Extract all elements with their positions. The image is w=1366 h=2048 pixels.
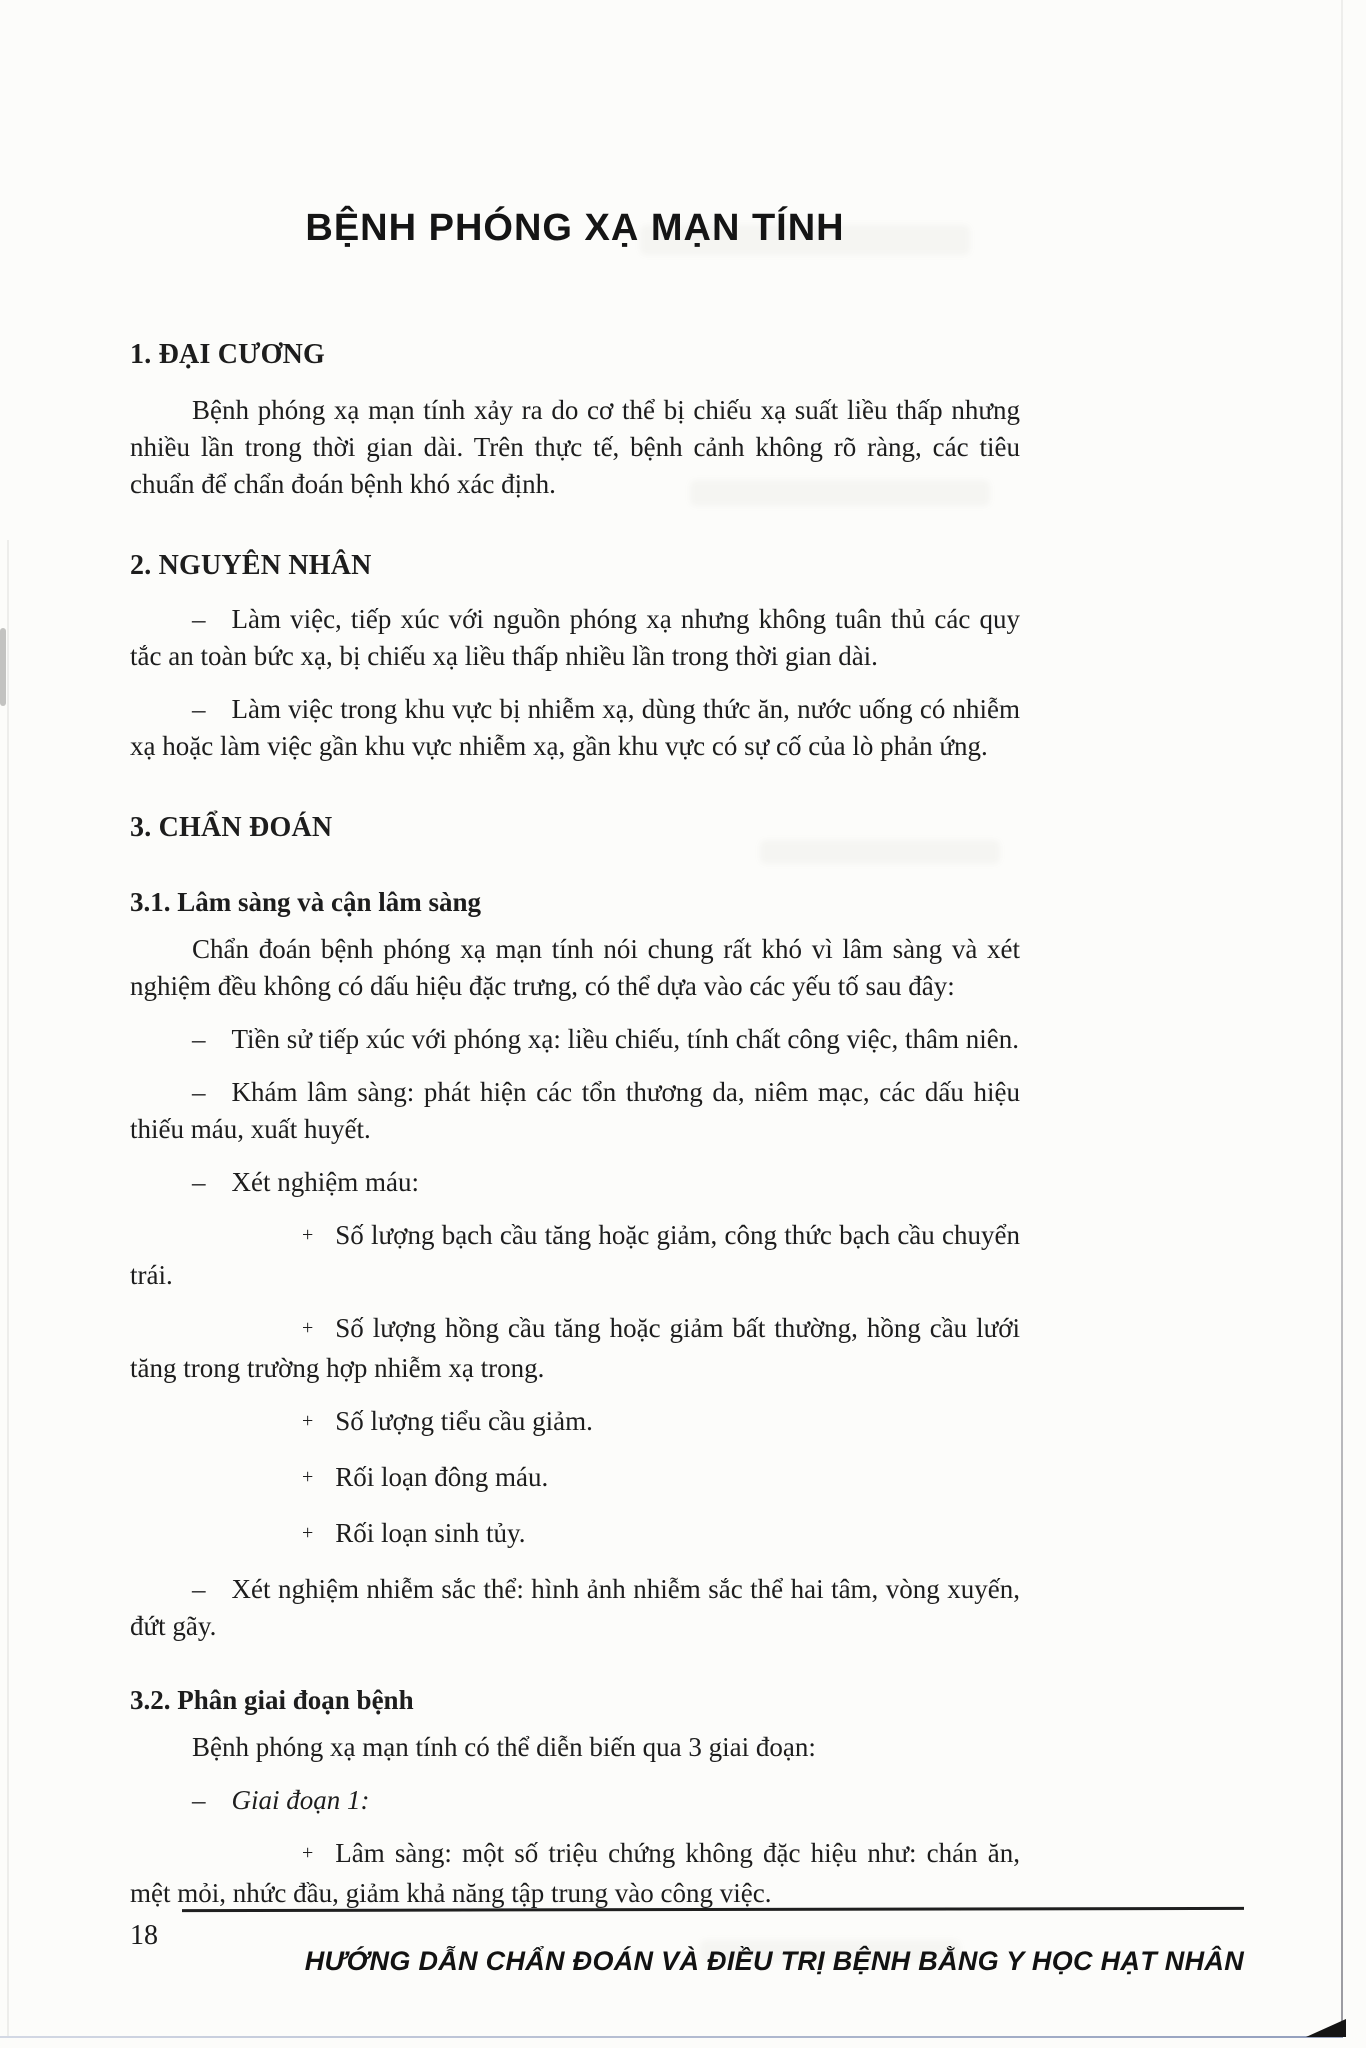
bullet-text: Số lượng tiểu cầu giảm. bbox=[335, 1406, 593, 1436]
bullet-text: Lâm sàng: một số triệu chứng không đặc hiệu như: chán ăn, mệt mỏi, nhức đầu, giảm khả năng tập trung vào công việc. bbox=[130, 1838, 1020, 1908]
bullet-text: Số lượng hồng cầu tăng hoặc giảm bất thường, hồng cầu lưới tăng trong trường hợp nhiễm xạ trong. bbox=[130, 1313, 1020, 1383]
paragraph: Bệnh phóng xạ mạn tính xảy ra do cơ thể bị chiếu xạ suất liều thấp nhưng nhiều lần trong thời gian dài. Trên thực tế, bệnh cảnh không rõ ràng, các tiêu chuẩn để chẩn đoán bệnh khó xác định. bbox=[130, 395, 1020, 499]
bullet-text: Tiền sử tiếp xúc với phóng xạ: liều chiếu, tính chất công việc, thâm niên. bbox=[231, 1024, 1020, 1054]
list-item-dash bbox=[130, 691, 1020, 765]
bullet-text: Rối loạn sinh tủy. bbox=[335, 1518, 526, 1548]
list-item-dash bbox=[130, 601, 1020, 675]
list-item-plus bbox=[130, 1217, 1020, 1294]
page-edge-bottom-line bbox=[0, 2036, 1343, 2038]
footer-book-title: HƯỚNG DẪN CHẨN ĐOÁN VÀ ĐIỀU TRỊ BỆNH BẰNG Y HỌC HẠT NHÂN bbox=[304, 1946, 1244, 1976]
page-number: 18 bbox=[130, 1920, 158, 1951]
page-edge-left-line bbox=[7, 540, 9, 2038]
bullet-text: Rối loạn đông máu. bbox=[335, 1462, 549, 1492]
list-item-plus bbox=[130, 1835, 1020, 1912]
plus-bullet-marker: + bbox=[302, 1224, 314, 1246]
paragraph: Bệnh phóng xạ mạn tính có thể diễn biến qua 3 giai đoạn: bbox=[192, 1732, 816, 1762]
plus-bullet-marker: + bbox=[302, 1466, 314, 1488]
plus-bullet-marker: + bbox=[302, 1317, 314, 1339]
list-item-plus bbox=[130, 1459, 1020, 1499]
bullet-text: Khám lâm sàng: phát hiện các tổn thương da, niêm mạc, các dấu hiệu thiếu máu, xuất huyết. bbox=[130, 1077, 1020, 1144]
bullet-text: Làm việc, tiếp xúc với nguồn phóng xạ nhưng không tuân thủ các quy tắc an toàn bức xạ, bị chiếu xạ liều thấp nhiều lần trong thời gian dài. bbox=[130, 604, 1020, 671]
dash-bullet-marker: – bbox=[192, 1024, 206, 1054]
section-heading-2: 2. NGUYÊN NHÂN bbox=[130, 550, 372, 581]
list-item-plus bbox=[130, 1515, 1020, 1555]
bullet-text: Số lượng bạch cầu tăng hoặc giảm, công thức bạch cầu chuyển trái. bbox=[130, 1220, 1020, 1290]
plus-bullet-marker: + bbox=[302, 1522, 314, 1544]
plus-bullet-marker: + bbox=[302, 1842, 314, 1864]
subsection-heading-3-2: 3.2. Phân giai đoạn bệnh bbox=[130, 1685, 414, 1715]
list-item-dash bbox=[130, 1571, 1020, 1645]
page-body bbox=[130, 336, 1020, 1912]
corner-mark bbox=[1306, 2019, 1346, 2037]
page-edge-right-line bbox=[1341, 0, 1343, 2038]
page-title: BỆNH PHÓNG XẠ MẠN TÍNH bbox=[305, 207, 845, 249]
paragraph: Chẩn đoán bệnh phóng xạ mạn tính nói chung rất khó vì lâm sàng và xét nghiệm đều không có dấu hiệu đặc trưng, có thể dựa vào các yếu tố sau đây: bbox=[130, 934, 1020, 1001]
list-item-dash bbox=[130, 1021, 1020, 1058]
list-item-dash bbox=[130, 1074, 1020, 1148]
dash-bullet-marker: – bbox=[192, 1785, 206, 1815]
subsection-heading-3-1: 3.1. Lâm sàng và cận lâm sàng bbox=[130, 887, 482, 917]
section-heading-3: 3. CHẨN ĐOÁN bbox=[130, 812, 333, 843]
list-item-dash bbox=[130, 1164, 1020, 1201]
dash-bullet-marker: – bbox=[192, 1077, 206, 1107]
dash-bullet-marker: – bbox=[192, 1574, 206, 1604]
page-content bbox=[130, 0, 1020, 1912]
bullet-text: Làm việc trong khu vực bị nhiễm xạ, dùng thức ăn, nước uống có nhiễm xạ hoặc làm việc gần khu vực nhiễm xạ, gần khu vực có sự cố của lò phản ứng. bbox=[130, 694, 1020, 761]
dash-bullet-marker: – bbox=[192, 694, 206, 724]
bullet-text: Xét nghiệm máu: bbox=[231, 1167, 419, 1197]
bullet-text: Xét nghiệm nhiễm sắc thể: hình ảnh nhiễm sắc thể hai tâm, vòng xuyến, đứt gãy. bbox=[130, 1574, 1020, 1641]
list-item-plus bbox=[130, 1403, 1020, 1443]
dash-bullet-marker: – bbox=[192, 1167, 206, 1197]
left-edge-mark bbox=[0, 628, 6, 706]
list-item-dash bbox=[130, 1782, 1020, 1819]
bullet-text: Giai đoạn 1: bbox=[231, 1785, 370, 1815]
dash-bullet-marker: – bbox=[192, 604, 206, 634]
plus-bullet-marker: + bbox=[302, 1410, 314, 1432]
list-item-plus bbox=[130, 1310, 1020, 1387]
section-heading-1: 1. ĐẠI CƯƠNG bbox=[130, 339, 326, 370]
